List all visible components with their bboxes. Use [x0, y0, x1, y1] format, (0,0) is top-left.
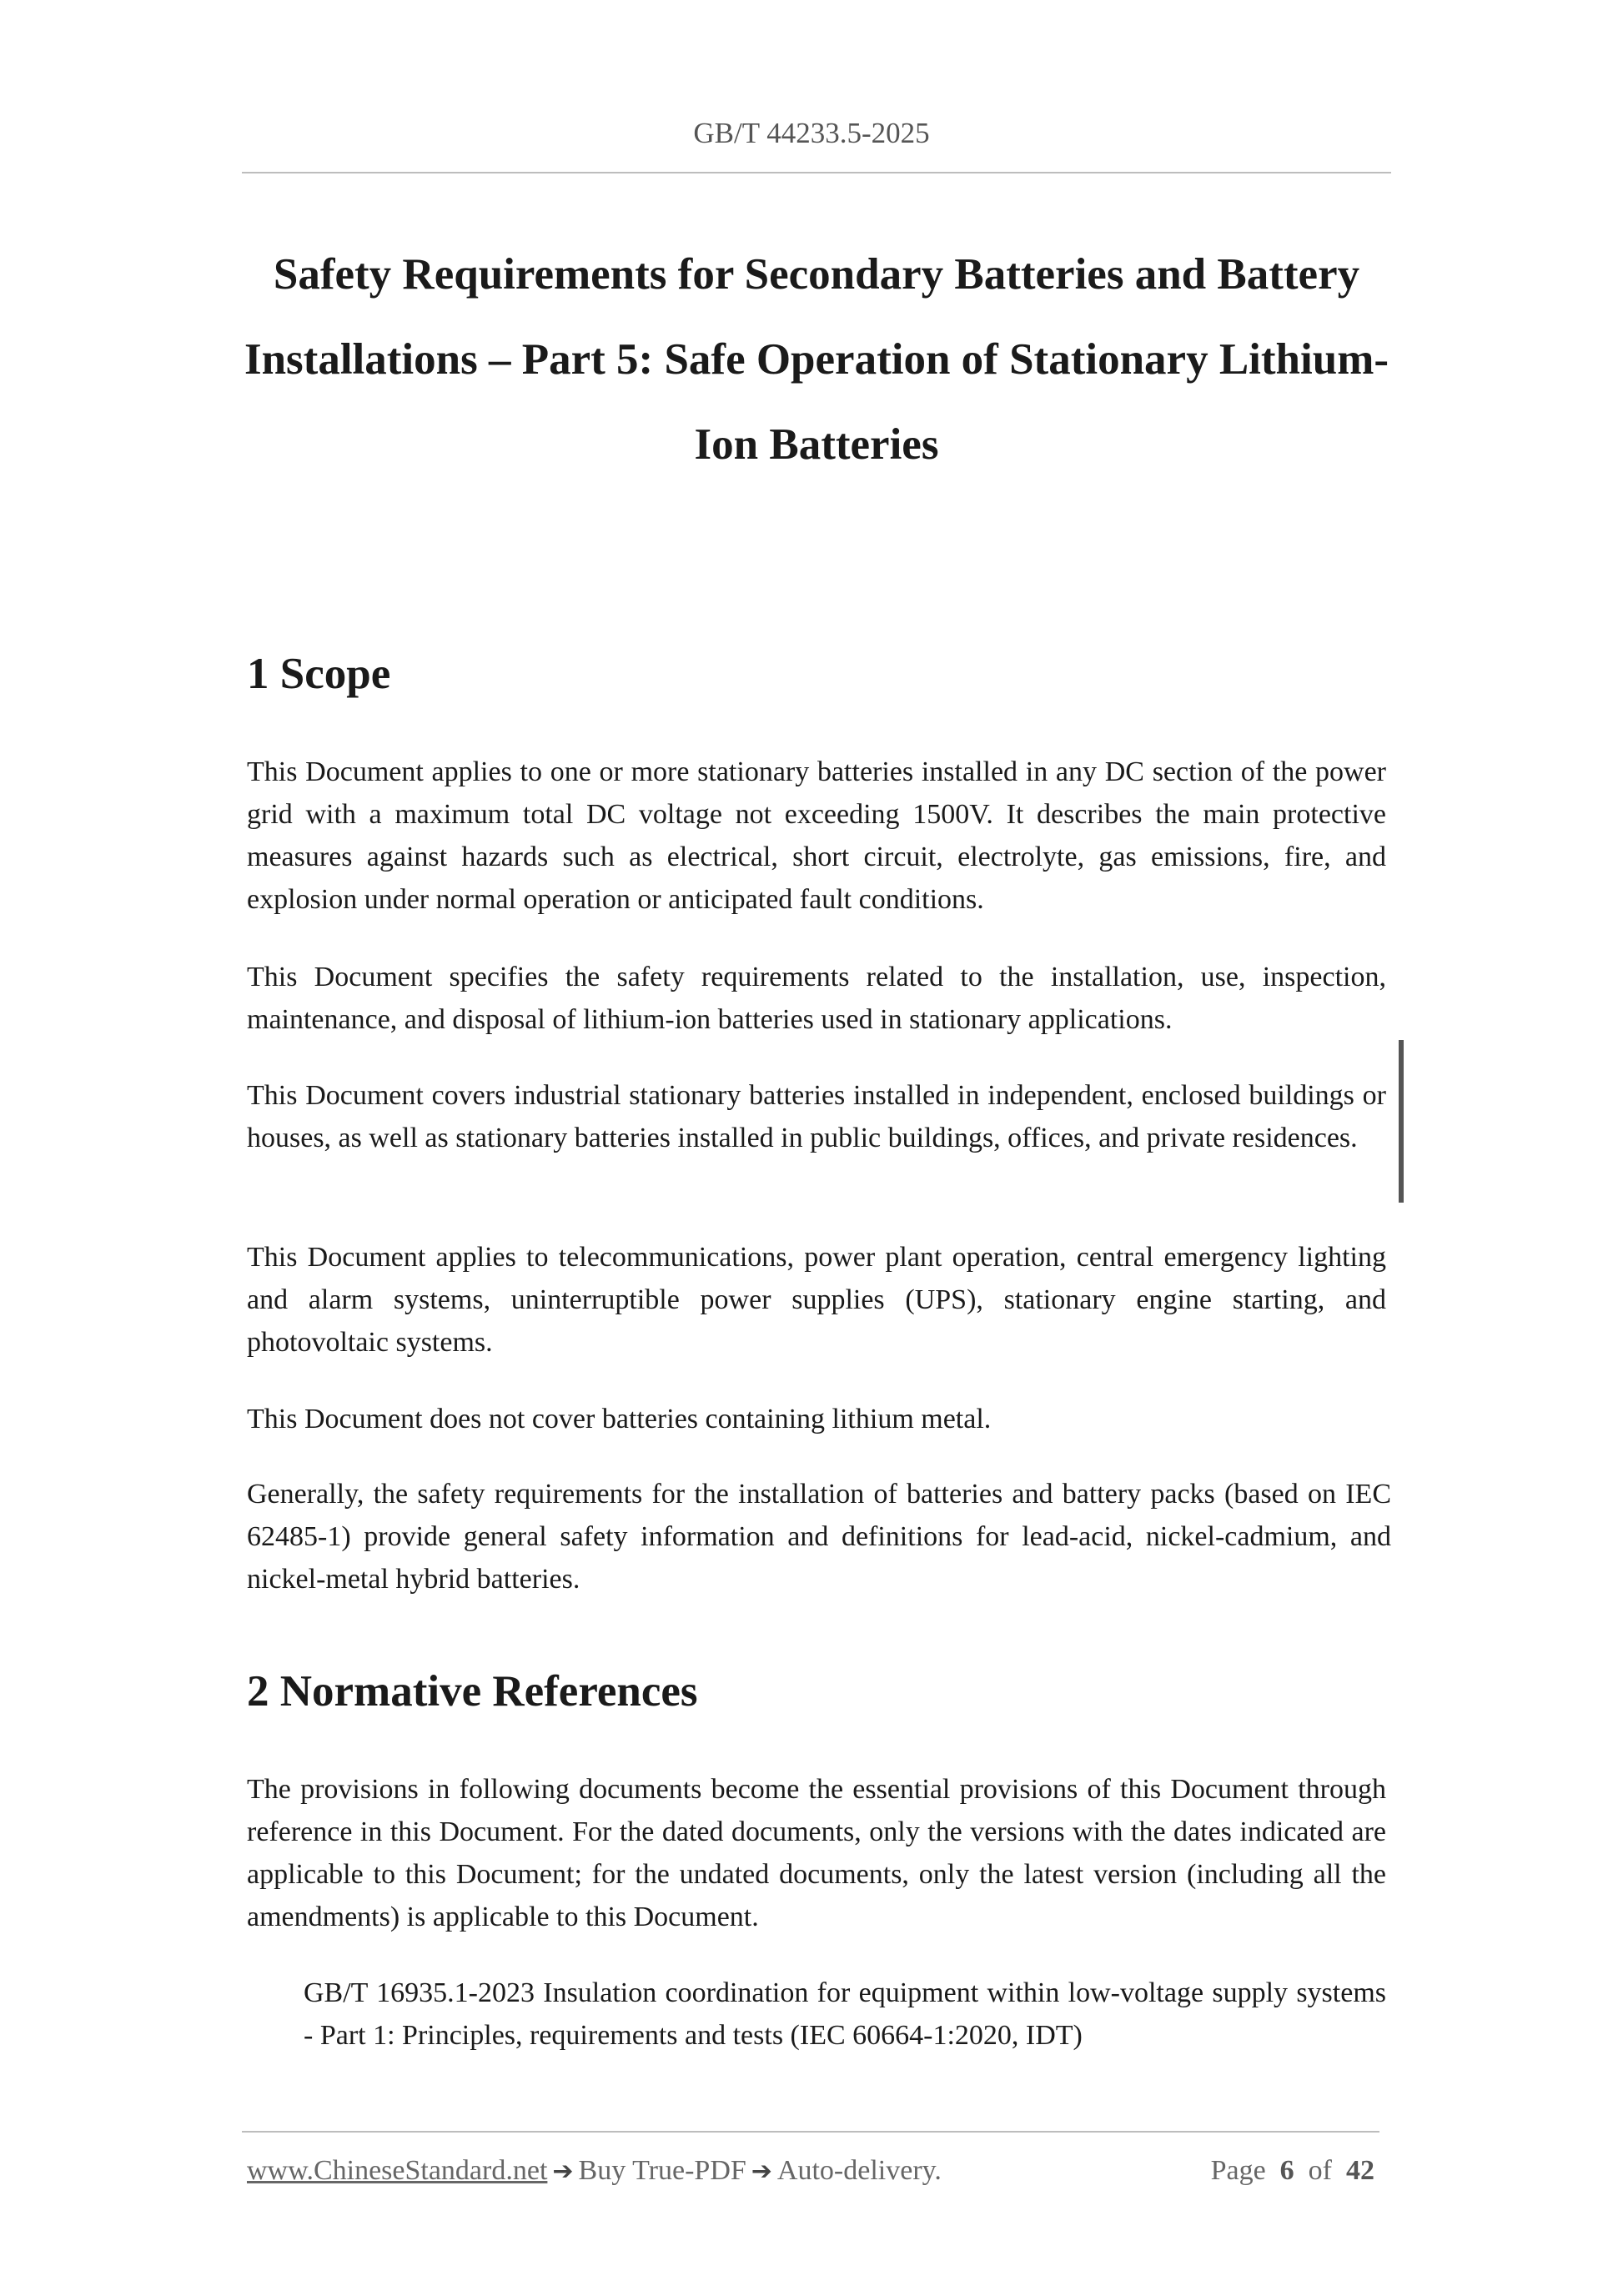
scope-paragraph: This Document applies to one or more stationary batteries installed in any DC section of the power grid with a maximum total DC voltage not exceeding 1500V. It describes the main protective measures against hazards such as electrical, short circuit, electrolyte, gas emissions, fire, and explosion under normal operation or anticipated fault conditions. — [247, 756, 1386, 915]
footer-promo — [247, 2155, 942, 2187]
total-pages-number: 42 — [1346, 2155, 1374, 2186]
normative-references-intro: The provisions in following documents become the essential provisions of this Document through reference in this Document. For the dated documents, only the versions with the dates indicated are applicable to this Document; for the undated documents, only the latest version (including all the amendments) is applicable to this Document. — [247, 1774, 1386, 1932]
page-counter — [1211, 2155, 1374, 2187]
auto-delivery-text: Auto-delivery. — [776, 2155, 942, 2186]
arrow-right-icon: ➔ — [552, 2157, 574, 2186]
standard-code-header: GB/T 44233.5-2025 — [693, 117, 930, 149]
section-heading-scope: 1 Scope — [247, 650, 391, 698]
header-divider — [242, 172, 1391, 173]
site-link[interactable]: www.ChineseStandard.net — [247, 2155, 548, 2186]
footer-divider — [242, 2131, 1379, 2133]
scope-paragraph: Generally, the safety requirements for the installation of batteries and battery packs (based on IEC 62485-1) provide general safety information and definitions for lead-acid, nickel-cadmium, and nickel-metal hybrid batteries. — [247, 1479, 1391, 1595]
page-label: Page — [1210, 2155, 1266, 2186]
revision-change-bar — [1399, 1040, 1404, 1203]
scope-paragraph: This Document covers industrial stationary batteries installed in independent, enclosed buildings or houses, as well as stationary batteries installed in public buildings, offices, and private residences. — [247, 1080, 1386, 1153]
arrow-right-icon: ➔ — [751, 2157, 772, 2186]
document-title: Safety Requirements for Secondary Batteries and Battery Installations – Part 5: Safe Operation of Stationary Lithium-Ion Batteries — [244, 250, 1389, 469]
of-label: of — [1308, 2155, 1332, 2186]
scope-paragraph: This Document applies to telecommunications, power plant operation, central emergency lighting and alarm systems, uninterruptible power supplies (UPS), stationary engine starting, and photovoltaic systems. — [247, 1242, 1386, 1358]
scope-paragraph: This Document specifies the safety requirements related to the installation, use, inspection, maintenance, and disposal of lithium-ion batteries used in stationary applications. — [247, 962, 1386, 1035]
reference-item: GB/T 16935.1-2023 Insulation coordination for equipment within low-voltage supply systems - Part 1: Principles, requirements and tests (IEC 60664-1:2020, IDT) — [304, 1977, 1386, 2051]
buy-true-pdf-text: Buy True-PDF — [578, 2155, 746, 2186]
scope-paragraph: This Document does not cover batteries containing lithium metal. — [247, 1404, 992, 1434]
section-heading-normative-references: 2 Normative References — [247, 1667, 698, 1716]
current-page-number: 6 — [1279, 2155, 1294, 2186]
